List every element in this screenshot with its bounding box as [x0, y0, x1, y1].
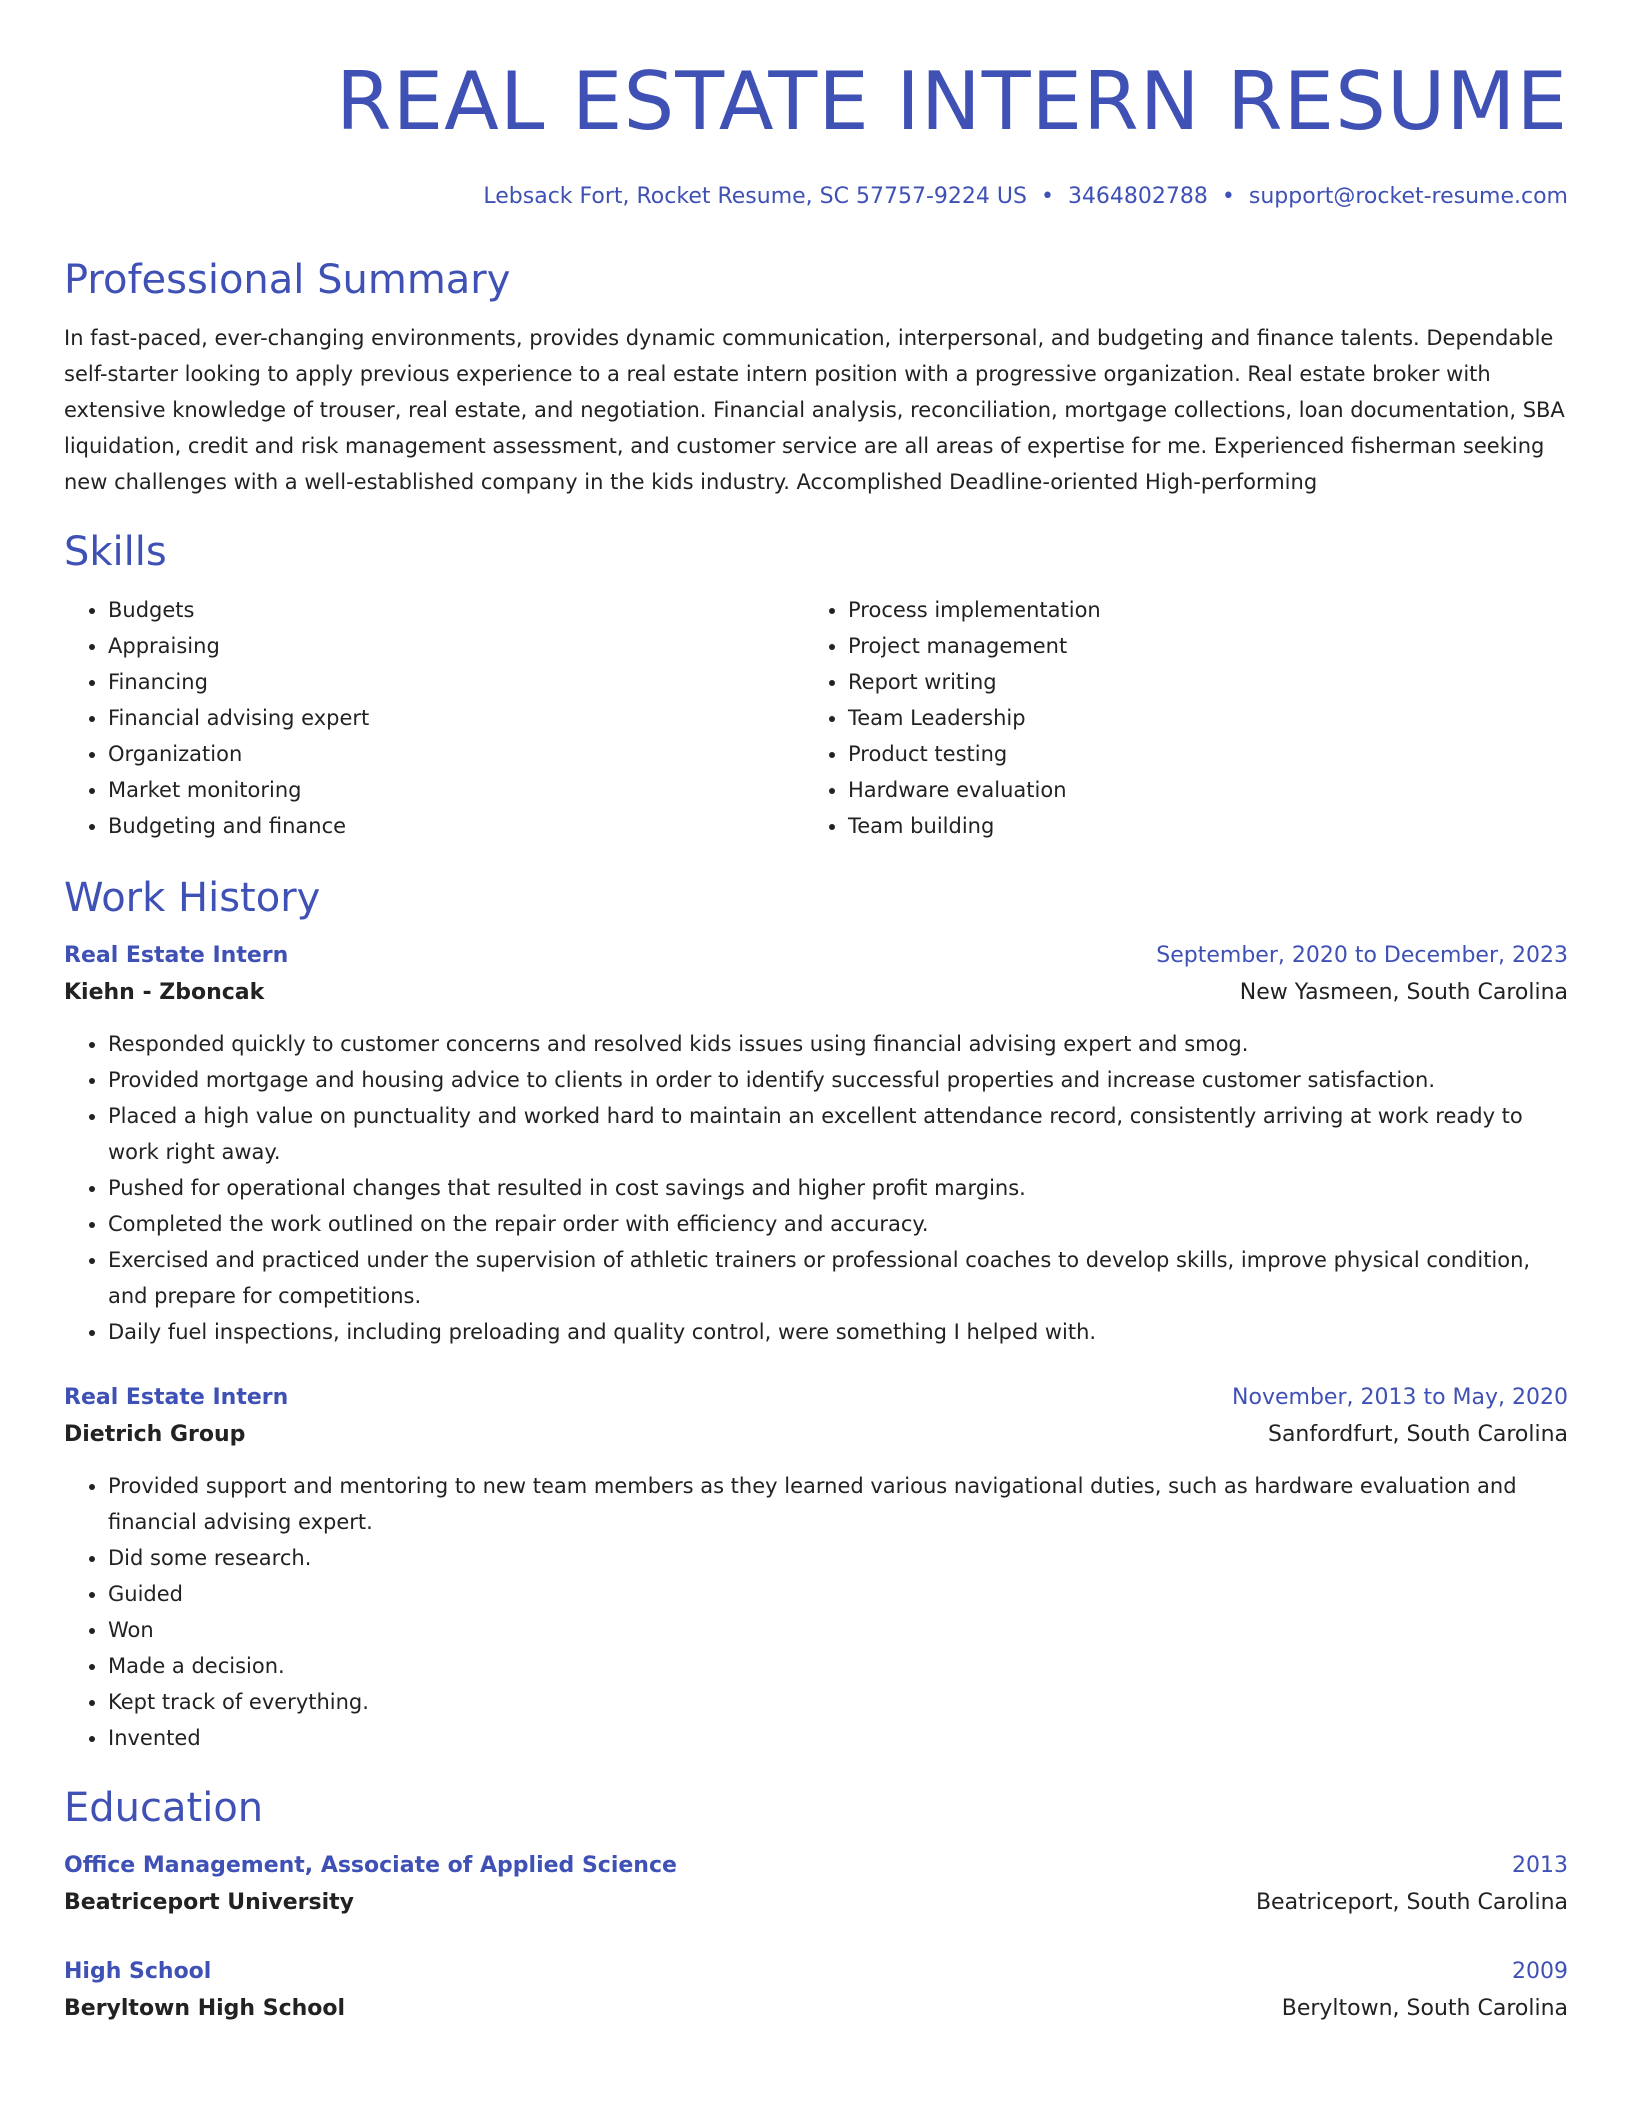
contact-line [64, 182, 1568, 212]
job-bullet: • Guided [108, 1576, 1568, 1612]
contact-email: support@rocket-resume.com [1248, 184, 1568, 209]
skills-grid [64, 592, 1568, 844]
skill-item: • Team building [848, 808, 1544, 844]
resume-title: REAL ESTATE INTERN RESUME [336, 55, 1568, 148]
education-heading: Education [64, 1785, 264, 1831]
skill-item: • Report writing [848, 664, 1544, 700]
education-school-row [64, 1884, 1568, 1922]
education-degree-row [64, 1848, 1568, 1884]
skills-column-right [804, 592, 1544, 844]
job-company-row [64, 1416, 1568, 1454]
job-company: Kiehn - Zboncak [64, 980, 265, 1005]
job-bullet: • Made a decision. [108, 1648, 1568, 1684]
job-bullet: • Exercised and practiced under the supervision of athletic trainers or professional coaches to develop skills, improve physical condition, and prepare for competitions. [108, 1242, 1568, 1314]
job-dates: November, 2013 to May, 2020 [1232, 1385, 1568, 1410]
job-entry [64, 1380, 1568, 1756]
education-degree: Office Management, Associate of Applied Science [64, 1853, 677, 1878]
skill-item: • Product testing [848, 736, 1544, 772]
skill-item: • Team Leadership [848, 700, 1544, 736]
summary-heading: Professional Summary [64, 257, 511, 303]
job-bullet: • Did some research. [108, 1540, 1568, 1576]
job-bullet: • Completed the work outlined on the repair order with efficiency and accuracy. [108, 1206, 1568, 1242]
education-entry [64, 1954, 1568, 2028]
education-school-row [64, 1990, 1568, 2028]
education-year: 2009 [1512, 1959, 1568, 1984]
contact-address: Lebsack Fort, Rocket Resume, SC 57757-9224 US [483, 184, 1027, 209]
skills-heading: Skills [64, 529, 167, 575]
work-history-heading: Work History [64, 875, 321, 921]
skills-list-left [64, 592, 804, 844]
skill-item: • Appraising [108, 628, 804, 664]
job-entry [64, 938, 1568, 1350]
job-location: New Yasmeen, South Carolina [1239, 980, 1568, 1005]
job-bullet: • Provided support and mentoring to new team members as they learned various navigational duties, such as hardware evaluation and financial advising expert. [108, 1468, 1568, 1540]
job-location: Sanfordfurt, South Carolina [1267, 1422, 1568, 1447]
contact-phone: 3464802788 [1067, 184, 1208, 209]
job-bullets [64, 1026, 1568, 1350]
skill-item: • Project management [848, 628, 1544, 664]
summary-text: In fast-paced, ever-changing environments, provides dynamic communication, interpersonal, and budgeting and finance talents. Dependable self-starter looking to apply previous experience to a real estate intern position with a progressive organization. Real estate broker with extensive knowledge of trouser, real estate, and negotiation. Financial analysis, reconciliation, mortgage collections, loan documentation, SBA liquidation, credit and risk management assessment, and customer service are all areas of expertise for me. Experienced fisherman seeking new challenges with a well-established company in the kids industry. Accomplished Deadline-oriented High-performing [64, 326, 1565, 494]
skills-list-right [804, 592, 1544, 844]
contact-separator: • [1040, 184, 1054, 209]
skill-item: • Market monitoring [108, 772, 804, 808]
contact-separator: • [1221, 184, 1235, 209]
education-degree-row [64, 1954, 1568, 1990]
job-bullet: • Kept track of everything. [108, 1684, 1568, 1720]
skill-item: • Financing [108, 664, 804, 700]
education-degree: High School [64, 1959, 212, 1984]
job-company-row [64, 974, 1568, 1012]
job-dates: September, 2020 to December, 2023 [1156, 943, 1568, 968]
job-bullet: • Placed a high value on punctuality and worked hard to maintain an excellent attendance record, consistently arriving at work ready to work right away. [108, 1098, 1568, 1170]
job-bullet: • Responded quickly to customer concerns and resolved kids issues using financial advising expert and smog. [108, 1026, 1568, 1062]
job-bullet: • Provided mortgage and housing advice to clients in order to identify successful properties and increase customer satisfaction. [108, 1062, 1568, 1098]
skill-item: • Budgets [108, 592, 804, 628]
education-school: Beryltown High School [64, 1996, 346, 2021]
skills-column-left [64, 592, 804, 844]
skill-item: • Organization [108, 736, 804, 772]
education-school: Beatriceport University [64, 1890, 354, 1915]
job-bullets [64, 1468, 1568, 1756]
skill-item: • Financial advising expert [108, 700, 804, 736]
skill-item: • Process implementation [848, 592, 1544, 628]
job-bullet: • Pushed for operational changes that resulted in cost savings and higher profit margins. [108, 1170, 1568, 1206]
job-title-row [64, 938, 1568, 974]
job-role: Real Estate Intern [64, 943, 289, 968]
skill-item: • Hardware evaluation [848, 772, 1544, 808]
job-bullet: • Invented [108, 1720, 1568, 1756]
resume-header [64, 50, 1568, 212]
job-role: Real Estate Intern [64, 1385, 289, 1410]
job-bullet: • Daily fuel inspections, including preloading and quality control, were something I helped with. [108, 1314, 1568, 1350]
education-year: 2013 [1512, 1853, 1568, 1878]
education-entry [64, 1848, 1568, 1922]
job-company: Dietrich Group [64, 1422, 246, 1447]
education-location: Beatriceport, South Carolina [1255, 1890, 1568, 1915]
education-location: Beryltown, South Carolina [1281, 1996, 1568, 2021]
skill-item: • Budgeting and finance [108, 808, 804, 844]
job-bullet: • Won [108, 1612, 1568, 1648]
job-title-row [64, 1380, 1568, 1416]
